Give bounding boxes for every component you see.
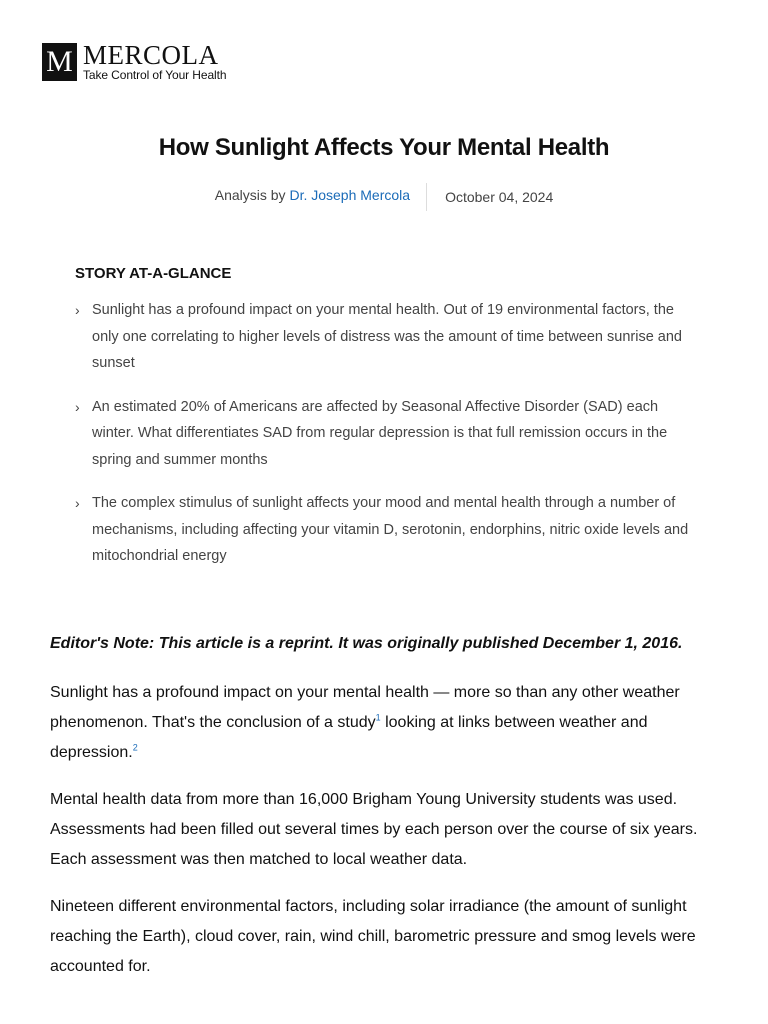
paragraph: Nineteen different environmental factors, including solar irradiance (the amount of sunlight reaching the Earth), cloud cover, rain, wind chill, barometric pressure and smog levels were accounted for. [50,898,696,975]
glance-item [75,490,700,570]
logo-text [83,40,227,82]
byline-analysis [215,187,426,203]
glance-item [75,297,700,377]
glance-list [75,297,700,570]
chevron-right-icon: › [75,398,80,415]
byline-prefix: Analysis by [214,187,286,203]
author-link[interactable]: Dr. Joseph Mercola [289,187,411,203]
logo-tagline: Take Control of Your Health [83,68,227,82]
logo-brand: MERCOLA [83,40,219,70]
chevron-right-icon: › [75,495,80,511]
glance-item [75,394,700,474]
glance-item-text: The complex stimulus of sunlight affects your mood and mental health through a number of mechanisms, including affecting your vitamin D, serotonin, endorphins, nitric oxide levels and mitochondrial energy [92,495,689,564]
publish-date: October 04, 2024 [445,189,554,205]
editor-note: Editor's Note: This article is a reprint. It was originally published December 1, 2016. [50,635,683,652]
glance-heading: STORY AT-A-GLANCE [75,265,232,282]
glance-item-text: Sunlight has a profound impact on your mental health. Out of 19 environmental factors, the only one correlating to higher levels of distress was the amount of time between sunrise and sunset [92,302,682,371]
paragraph: Mental health data from more than 16,000 Brigham Young University students was used. Assessments had been filled out several times by each person over the course of six years. Each assessment was then matched to local weather data. [50,791,698,868]
footnote-ref-link[interactable]: 2 [132,742,138,753]
site-logo[interactable] [42,40,227,82]
article-title: How Sunlight Affects Your Mental Health [158,134,610,161]
glance-item-text: An estimated 20% of Americans are affected by Seasonal Affective Disorder (SAD) each winter. What differentiates SAD from regular depression is that full remission occurs in the spring and summer months [92,398,668,468]
chevron-right-icon: › [75,302,80,318]
paragraph-text: Sunlight has a profound impact on your mental health — more so than any other weather phenomenon. That's the conclusion of a study [50,684,680,731]
story-at-a-glance [75,265,700,587]
article-body [50,630,725,999]
paragraph-text: looking at links between weather and depression. [50,714,648,761]
byline [0,183,768,211]
paragraph [50,678,725,768]
footnote-ref-link[interactable]: 1 [375,712,381,723]
logo-mark: M [42,43,77,81]
